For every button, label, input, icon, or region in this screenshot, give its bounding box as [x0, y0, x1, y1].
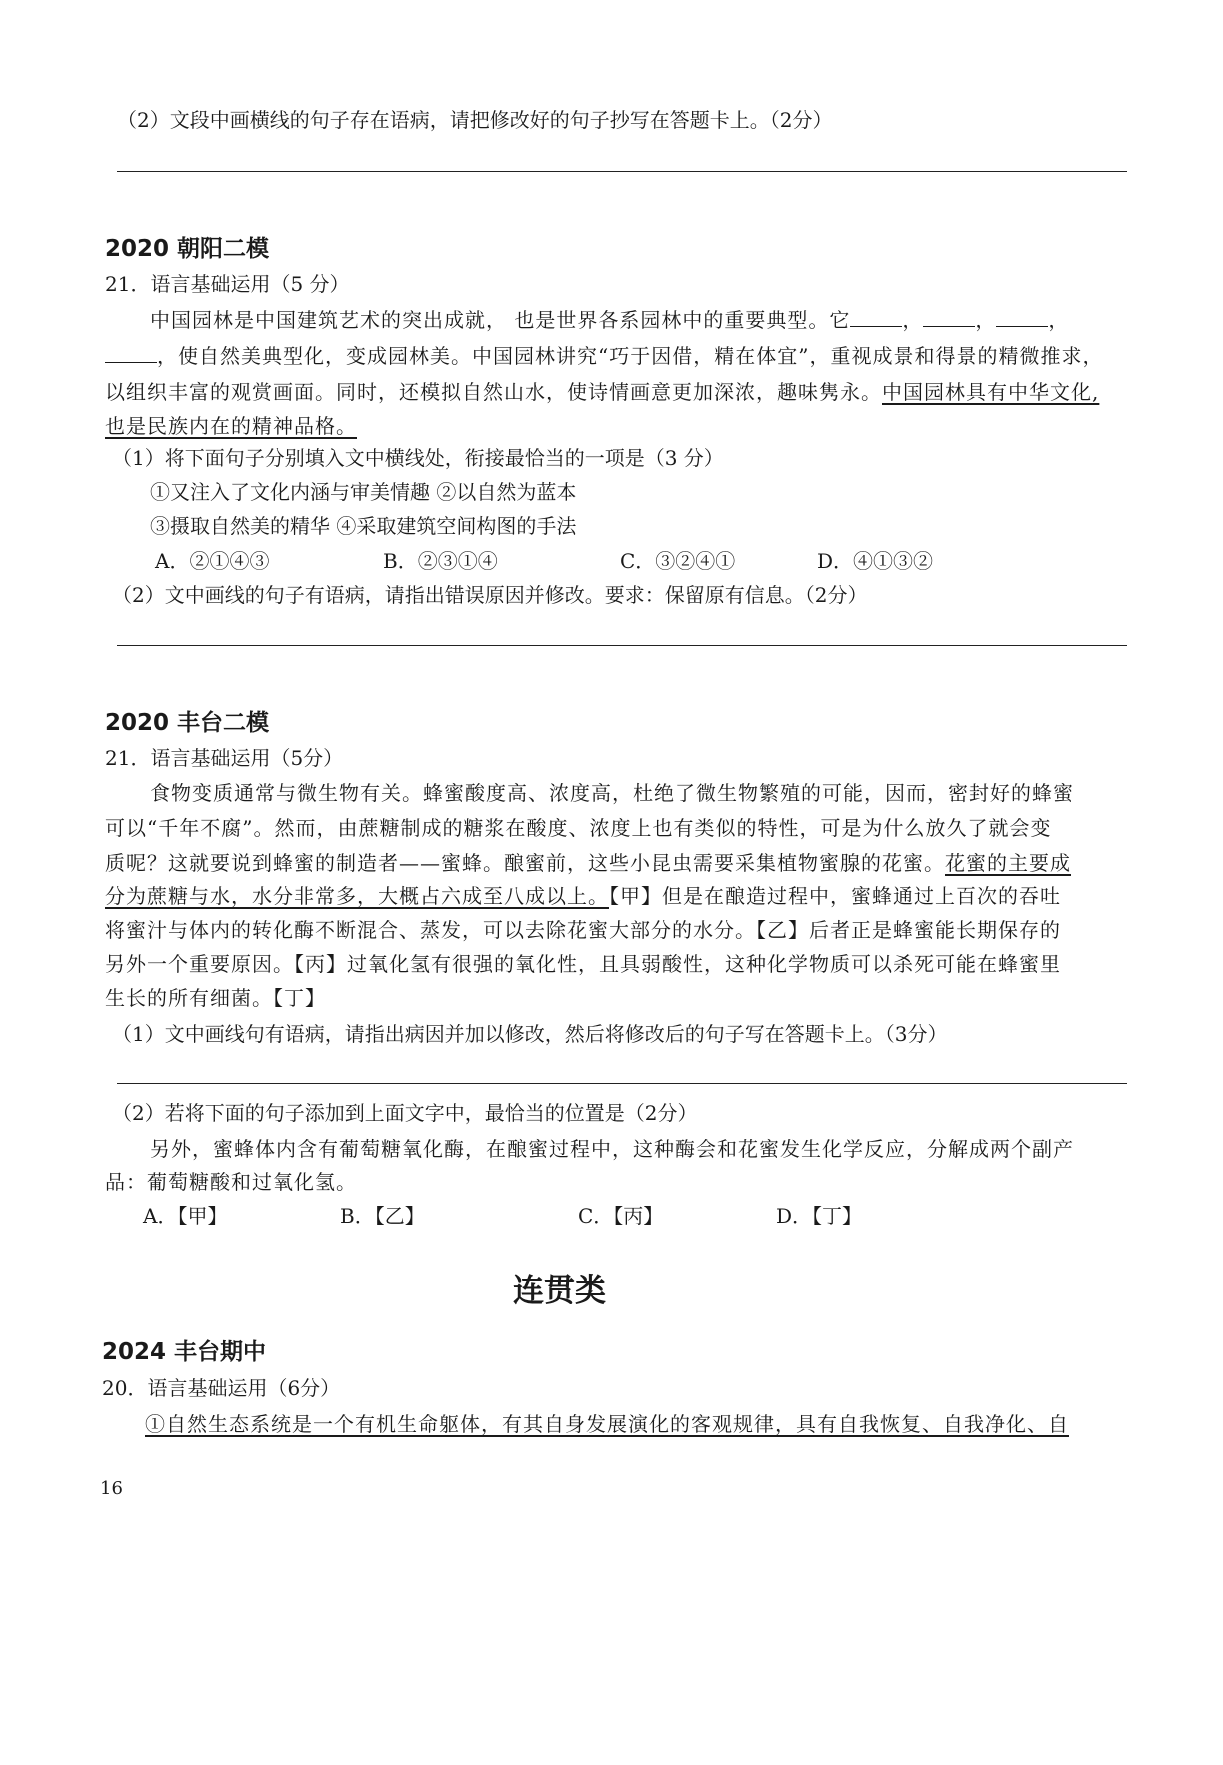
comma: ，: [902, 308, 924, 332]
section-heading-fengtai: 2020 丰台二模: [105, 710, 270, 736]
section-title: 连贯类: [513, 1273, 606, 1309]
underlined-sentence: 花蜜的主要成: [945, 851, 1071, 875]
section-heading-chaoyang: 2020 朝阳二模: [105, 236, 270, 262]
choice-c: C．③②④①: [620, 549, 736, 573]
comma: ，: [975, 308, 997, 332]
option-sentences: ①又注入了文化内涵与审美情趣 ②以自然为蓝本: [150, 480, 577, 504]
choice-a: A．【甲】: [143, 1204, 228, 1228]
passage-line: [105, 847, 1071, 876]
question-2-text: （2）文中画线的句子有语病，请指出错误原因并修改。要求：保留原有信息。（2分）: [112, 583, 868, 607]
fill-blank: [923, 308, 975, 327]
fill-blank: [105, 344, 157, 363]
choice-a: A．②①④③: [155, 549, 270, 573]
passage-line: 可以“千年不腐”。然而，由蔗糖制成的糖浆在酸度、浓度上也有类似的特性，可是为什么放久了就会变: [105, 816, 1052, 840]
passage-line: [105, 376, 1099, 405]
question-2-text: （2）文段中画横线的句子存在语病，请把修改好的句子抄写在答题卡上。（2分）: [117, 108, 833, 132]
passage-line: [105, 340, 1103, 369]
passage-line: [105, 880, 1061, 909]
passage-line: 将蜜汁与体内的转化酶不断混合、蒸发，可以去除花蜜大部分的水分。【乙】后者正是蜂蜜能长期保存的: [105, 918, 1061, 942]
answer-line: [117, 1083, 1127, 1084]
underlined-sentence: 中国园林具有中华文化,: [882, 380, 1100, 404]
passage-line: 食物变质通常与微生物有关。蜂蜜酸度高、浓度高，杜绝了微生物繁殖的可能，因而，密封好的蜂蜜: [150, 781, 1074, 805]
inserted-sentence: 品：葡萄糖酸和过氧化氢。: [105, 1170, 357, 1194]
choice-b: B．【乙】: [340, 1204, 425, 1228]
question-number: 20．语言基础运用（6分）: [102, 1376, 341, 1400]
option-sentences: ③摄取自然美的精华 ④采取建筑空间构图的手法: [150, 514, 577, 538]
passage-text: ，使自然美典型化，变成园林美。中国园林讲究“巧于因借，精在体宜”，重视成景和得景的精微推求，: [157, 344, 1104, 368]
question-2-text: （2）若将下面的句子添加到上面文字中，最恰当的位置是（2分）: [112, 1101, 698, 1125]
passage-text: 【甲】但是在酿造过程中，蜜蜂通过上百次的吞吐: [609, 884, 1061, 908]
page-number: 16: [100, 1478, 123, 1499]
question-1-text: （1）文中画线句有语病，请指出病因并加以修改，然后将修改后的句子写在答题卡上。（3分）: [112, 1022, 948, 1046]
choice-b: B．②③①④: [383, 549, 498, 573]
inserted-sentence: 另外，蜜蜂体内含有葡萄糖氧化酶，在酿蜜过程中，这种酶会和花蜜发生化学反应，分解成两个副产: [150, 1137, 1074, 1161]
passage-line: 另外一个重要原因。【丙】过氧化氢有很强的氧化性，且具弱酸性，这种化学物质可以杀死可能在蜂蜜里: [105, 952, 1061, 976]
section-heading-fengtai-2024: 2024 丰台期中: [102, 1339, 267, 1365]
underlined-sentence: ①自然生态系统是一个有机生命躯体，有其自身发展演化的客观规律，具有自我恢复、自我净化、自: [145, 1412, 1069, 1436]
passage-text: 质呢？这就要说到蜂蜜的制造者——蜜蜂。酿蜜前，这些小昆虫需要采集植物蜜腺的花蜜。: [105, 851, 945, 875]
underlined-sentence: 也是民族内在的精神品格。: [105, 414, 357, 438]
choice-d: D．【丁】: [776, 1204, 863, 1228]
question-1-text: （1）将下面句子分别填入文中横线处，衔接最恰当的一项是（3 分）: [112, 446, 724, 470]
comma: ，: [1048, 308, 1070, 332]
choice-c: C．【丙】: [578, 1204, 664, 1228]
passage-line: [150, 304, 1069, 333]
fill-blank: [850, 308, 902, 327]
passage-line: 生长的所有细菌。【丁】: [105, 986, 326, 1010]
question-number: 21．语言基础运用（5分）: [105, 746, 344, 770]
passage-text: 中国园林是中国建筑艺术的突出成就， 也是世界各系园林中的重要典型。它: [150, 308, 851, 332]
underlined-sentence: 分为蔗糖与水，水分非常多，大概占六成至八成以上。: [105, 884, 609, 908]
choice-d: D．④①③②: [817, 549, 934, 573]
passage-text: 以组织丰富的观赏画面。同时，还模拟自然山水，使诗情画意更加深浓，趣味隽永。: [105, 380, 882, 404]
answer-line: [117, 171, 1127, 172]
question-number: 21．语言基础运用（5 分）: [105, 272, 350, 296]
fill-blank: [996, 308, 1048, 327]
answer-line: [117, 645, 1127, 646]
